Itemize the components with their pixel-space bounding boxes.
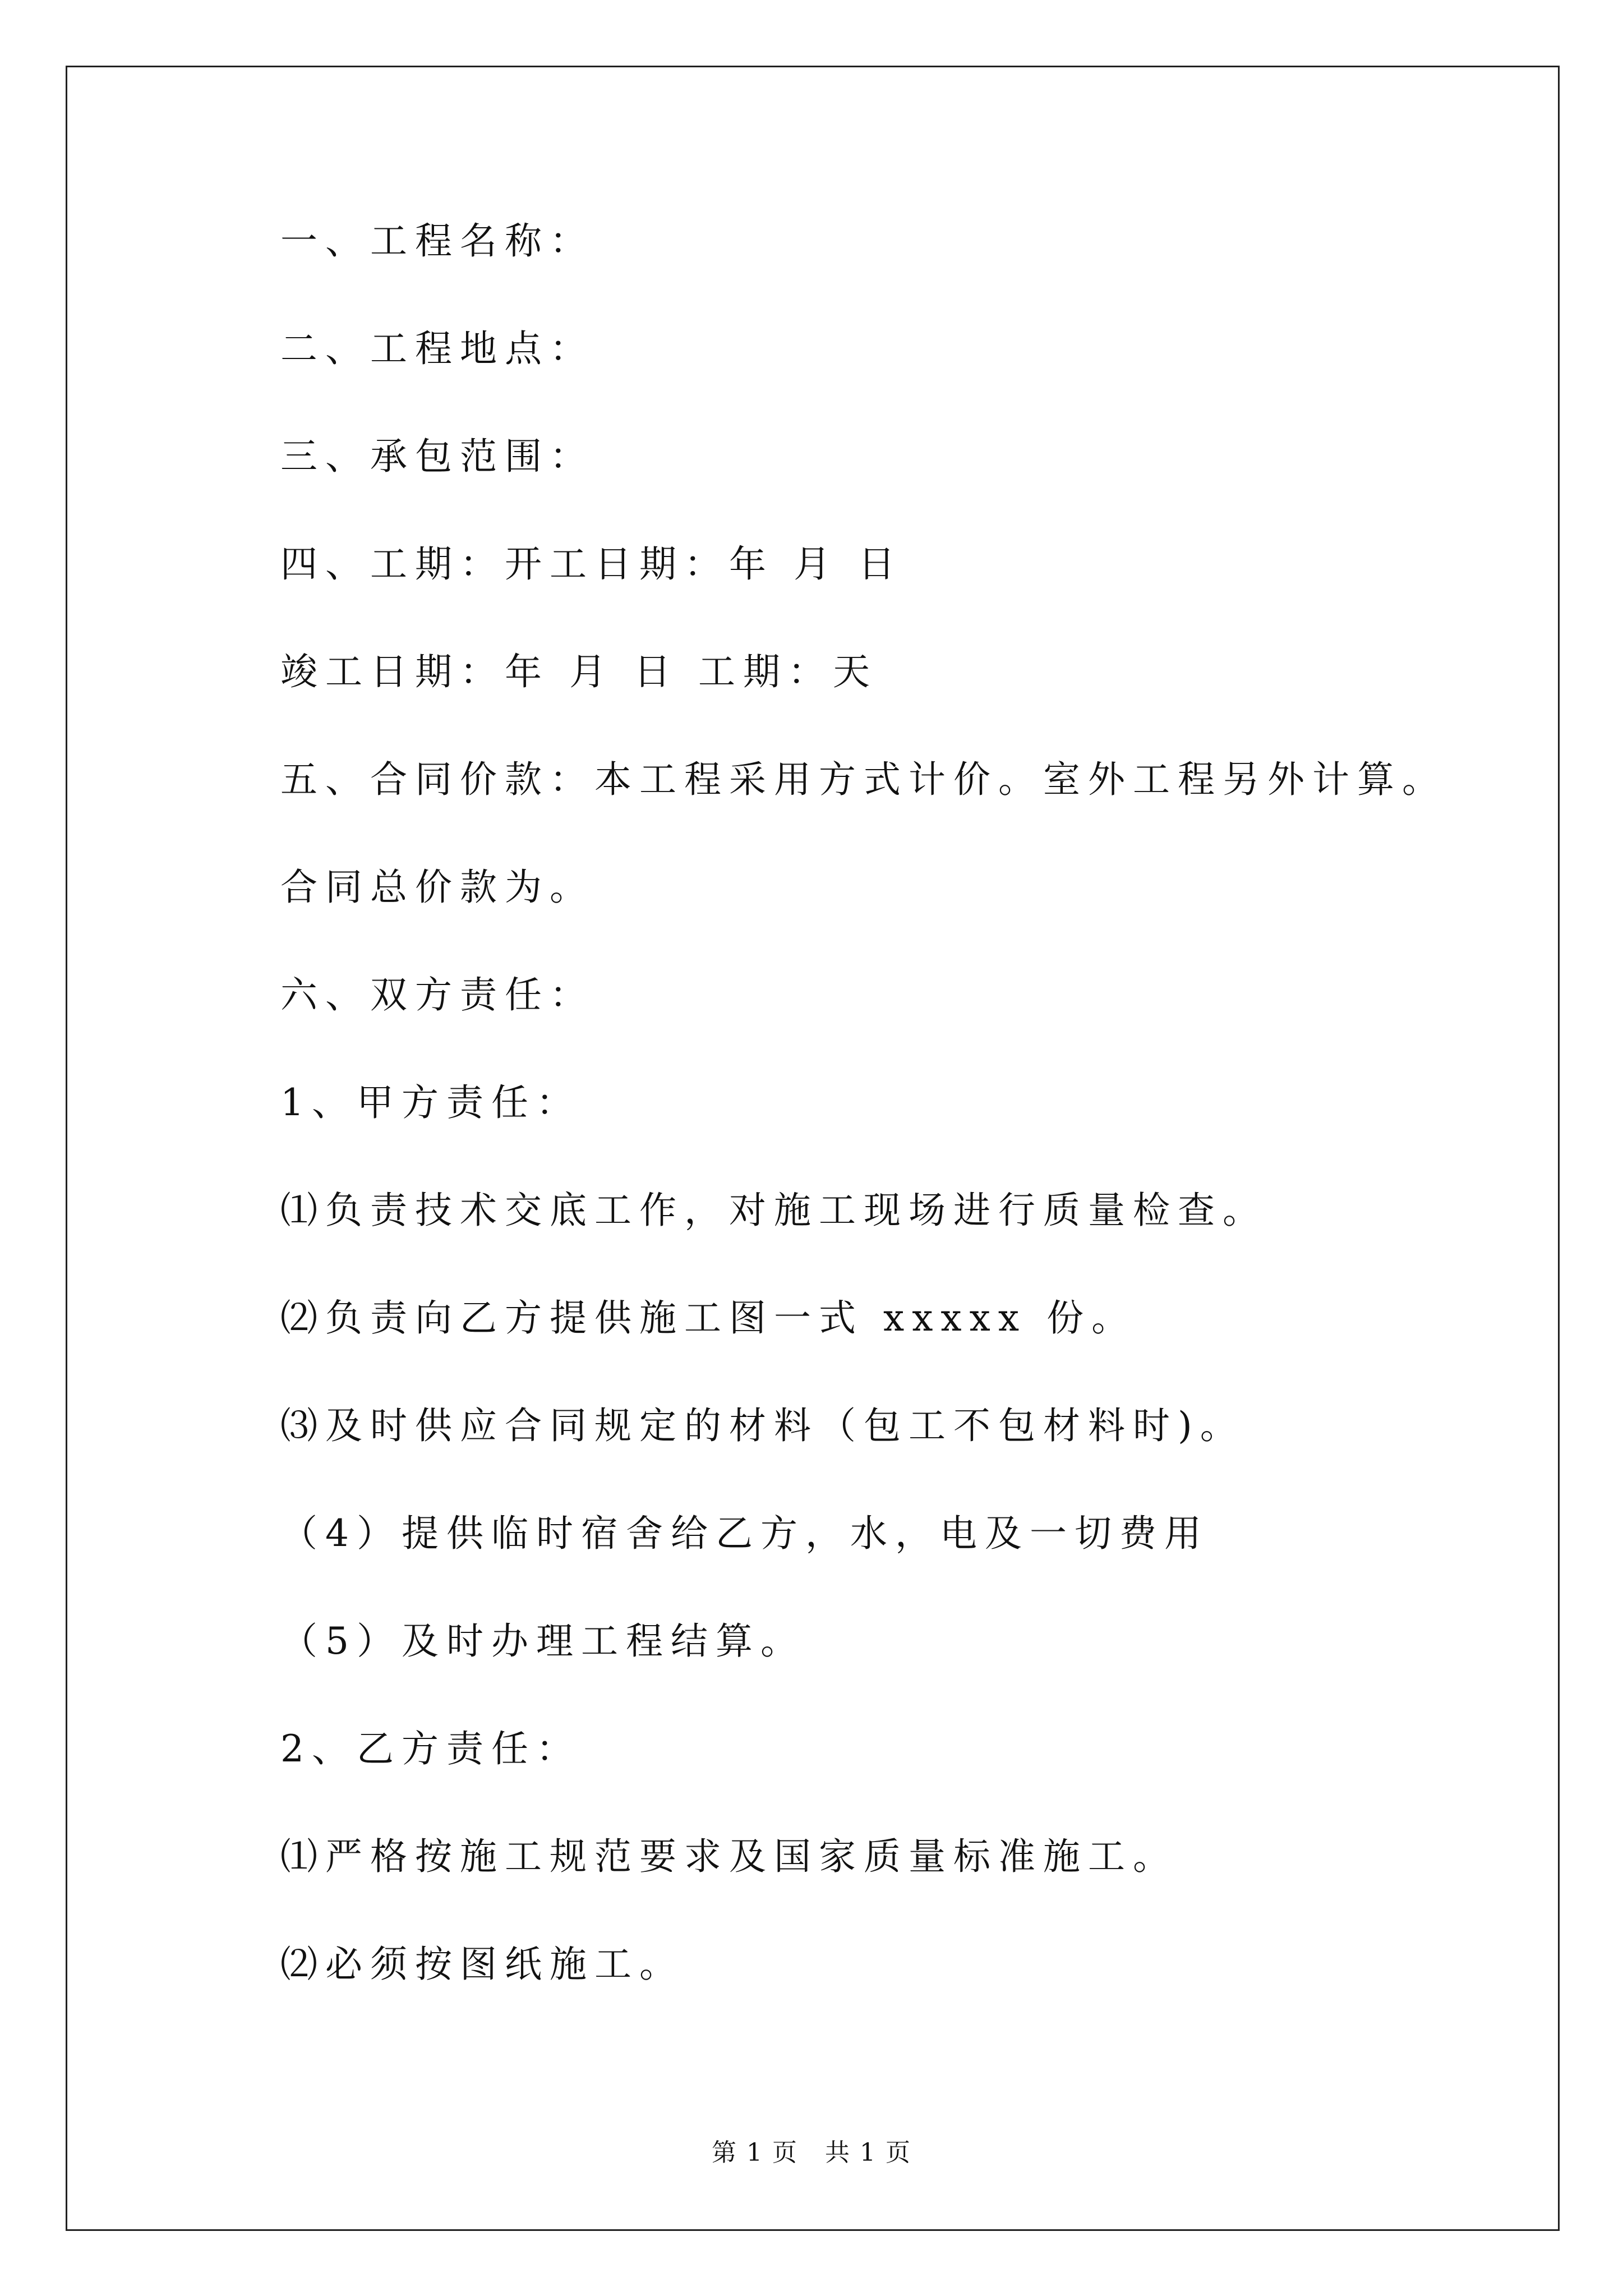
page-footer: 第 1 页 共 1 页 <box>712 2138 911 2167</box>
section-schedule-start: 四、工期：开工日期：年 月 日 <box>280 542 903 586</box>
party-b-heading: 2、乙方责任： <box>280 1727 581 1770</box>
section-project-location: 二、工程地点： <box>280 327 594 370</box>
party-a-item-5: （5）及时办理工程结算。 <box>280 1619 805 1663</box>
document-body <box>280 218 1514 2049</box>
contract-total-price: 合同总价款为。 <box>280 866 594 909</box>
party-a-heading: 1、甲方责任： <box>280 1081 581 1124</box>
schedule-completion: 竣工日期：年 月 日 工期：天 <box>280 650 878 693</box>
section-responsibilities: 六、双方责任： <box>280 973 594 1016</box>
party-a-item-1: ⑴负责技术交底工作，对施工现场进行质量检查。 <box>280 1189 1267 1232</box>
section-contract-scope: 三、承包范围： <box>280 435 594 478</box>
party-a-item-2: ⑵负责向乙方提供施工图一式 xxxxx 份。 <box>280 1296 1137 1340</box>
party-a-item-4: （4）提供临时宿舍给乙方，水，电及一切费用 <box>280 1512 1209 1555</box>
section-contract-price: 五、合同价款：本工程采用方式计价。室外工程另外计算。 <box>280 758 1447 801</box>
section-project-name: 一、工程名称： <box>280 219 594 263</box>
party-a-item-3: ⑶及时供应合同规定的材料（包工不包材料时)。 <box>280 1404 1245 1447</box>
party-b-item-1: ⑴严格按施工规范要求及国家质量标准施工。 <box>280 1835 1178 1878</box>
party-b-item-2: ⑵必须按图纸施工。 <box>280 1943 684 1986</box>
